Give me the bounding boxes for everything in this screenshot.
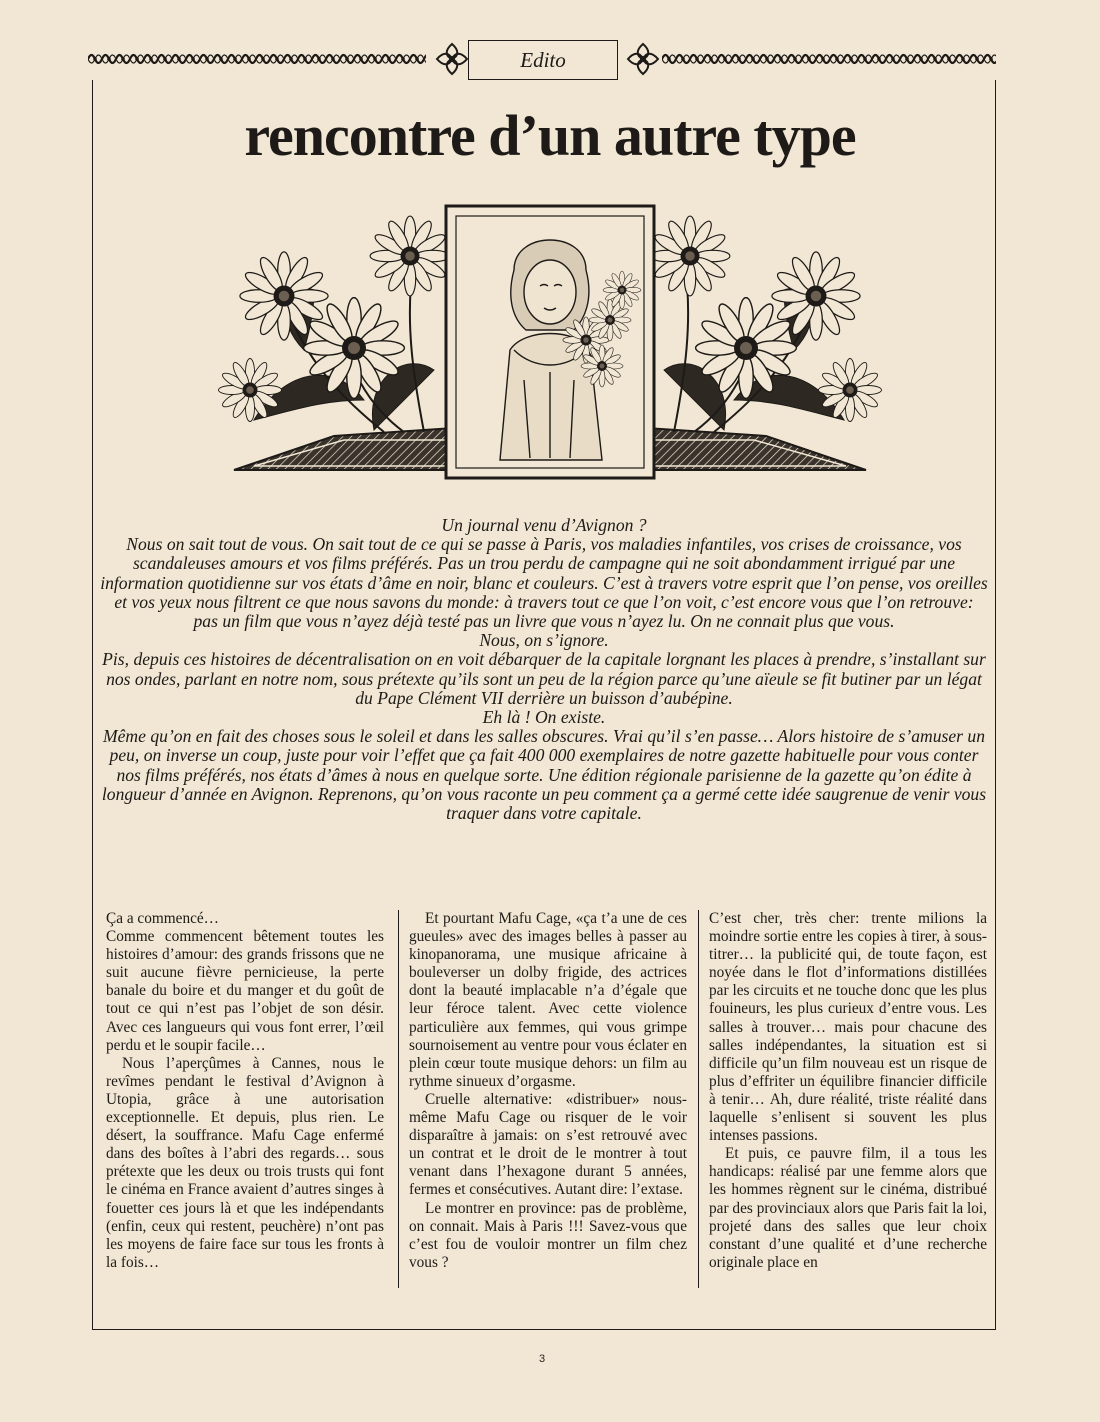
- column-divider: [698, 910, 699, 1288]
- header-ornament-right: [662, 48, 996, 70]
- column-1: [106, 910, 384, 1288]
- page-number: 3: [538, 1353, 546, 1365]
- section-label: Edito: [468, 40, 618, 80]
- fleuron-right-icon: [624, 40, 662, 78]
- column-paragraph: Ça a commencé…: [106, 910, 219, 927]
- intro-paragraph: Nous, on s’ignore.: [479, 630, 609, 651]
- fleuron-left-icon: [433, 40, 471, 78]
- intro-paragraph: Eh là ! On existe.: [482, 707, 606, 728]
- intro-paragraph: Pis, depuis ces histoires de décentralisation on en voit débarquer de la capitale lorgnant les places à prendre, s’installant sur nos ondes, parlant en notre nom, sous prétexte qu’ils sont un peu de la région parce qu’une aïeule se fit butiner par un légat du Pape Clément VII derrière un buisson d’aubépine.: [102, 649, 986, 708]
- column-paragraph: Et pourtant Mafu Cage, «ça t’a une de ces gueules» avec des images belles à passer au kinopanorama, une musique africaine à bouleverser un dolby frigide, des actrices dont la beauté implacable n’a d’égale que leur féroce talent. Avec cette violence particulière aux femmes, qui vous grimpe sournoisement au ventre pour vous éclater en plein cœur toute musique dehors: un film au rythme sinueux d’orgasme.: [409, 910, 687, 1090]
- column-2: [409, 910, 687, 1288]
- body-columns: [106, 910, 990, 1288]
- headline: rencontre d’un autre type: [244, 103, 856, 168]
- column-paragraph: Et puis, ce pauvre film, il a tous les handicaps: réalisé par une femme alors que les hommes règnent sur le cinéma, distribué par des provinciaux alors que Paris fait la loi, projeté dans des salles que leur choix constant d’une qualité et d’une recherche originale place en: [709, 1145, 987, 1271]
- intro-paragraph: Nous on sait tout de vous. On sait tout de ce qui se passe à Paris, vos maladies infantiles, vos crises de croissance, vos scandaleuses amours et vos films préférés. Pas un trou perdu de campagne qui ne soit abondamment irrigué par une information quotidienne sur vos états d’âme en noir, blanc et couleurs. C’est à travers votre esprit que l’on pense, vos oreilles et vos yeux nous filtrent ce que nous savons du monde: à travers tout ce que l’on voit, c’est encore vous que l’on retrouve: pas un film que vous n’ayez déjà testé pas un livre que vous n’ayez lu. On ne connait plus que vous.: [100, 534, 988, 632]
- column-paragraph: Comme commencent bêtement toutes les histoires d’amour: des grands frissons que ne suit aucune fièvre pernicieuse, la perte banale du boire et du manger et du goût de tout ce qui n’est pas l’objet de son désir. Avec ces langueurs qui vous font errer, l’œil perdu et le soupir facile…: [106, 928, 384, 1054]
- intro-paragraph: Un journal venu d’Avignon ?: [441, 515, 647, 535]
- column-paragraph: Nous l’aperçûmes à Cannes, nous le revîmes pendant le festival d’Avignon à Utopia, grâce à une autorisation exceptionnelle. Et depuis, plus rien. Le désert, la souffrance. Mafu Cage enfermé dans des boîtes à l’abri des regards… sous prétexte que les deux ou trois trusts qui font le cinéma en France avaient d’autres singes à fouetter ces jours là et que les indépendants (enfin, ceux qui restent, peuchère) n’ont pas les moyens de faire face sur tous les fronts à la fois…: [106, 1054, 384, 1271]
- header-ornament-left: [88, 48, 426, 70]
- intro-paragraph: Même qu’on en fait des choses sous le soleil et dans les salles obscures. Vrai qu’il s’en passe… Alors histoire de s’amuser un peu, on inverse un coup, juste pour voir l’effet que ça fait 400 000 exemplaires de notre gazette habituelle pour vous conter nos films préférés, nos états d’âmes à nous en quelque sorte. Une édition régionale parisienne de la gazette qu’on édite à longueur d’année en Avignon. Reprenons, qu’on vous raconte un peu comment ça a germé cette idée saugrenue de venir vous traquer dans votre capitale.: [101, 726, 987, 824]
- column-paragraph: Le montrer en province: pas de problème, on connait. Mais à Paris !!! Savez-vous que c’est fou de vouloir montrer un film chez vous ?: [409, 1199, 687, 1271]
- column-paragraph: Cruelle alternative: «distribuer» nous-même Mafu Cage ou risquer de le voir disparaître à jamais: on s’est retrouvé avec un contrat et le droit de le montrer à tout venant dans l’hexagone durant 5 années, fermes et consécutives. Autant dire: l’extase.: [409, 1090, 687, 1199]
- girl-with-daisies-illustration: [214, 200, 886, 482]
- intro-text: [100, 516, 988, 823]
- column-3: [709, 910, 987, 1288]
- column-paragraph: C’est cher, très cher: trente milions la moindre sortie entre les copies à tirer, à sous-titrer… la publicité qui, de toute façon, est noyée dans le flot d’informations distillées par les circuits et ne touche donc que les plus fouineurs, les plus curieux d’entre vous. Les salles à trouver… mais pour chacune des salles indépendantes, la situation est si difficile qu’un film nouveau est un risque de plus d’effriter un équilibre financier difficile à tenir… Ah, dure réalité, triste réalité dans laquelle s’enlisent si souvent les plus intenses passions.: [709, 910, 987, 1145]
- column-divider: [398, 910, 399, 1288]
